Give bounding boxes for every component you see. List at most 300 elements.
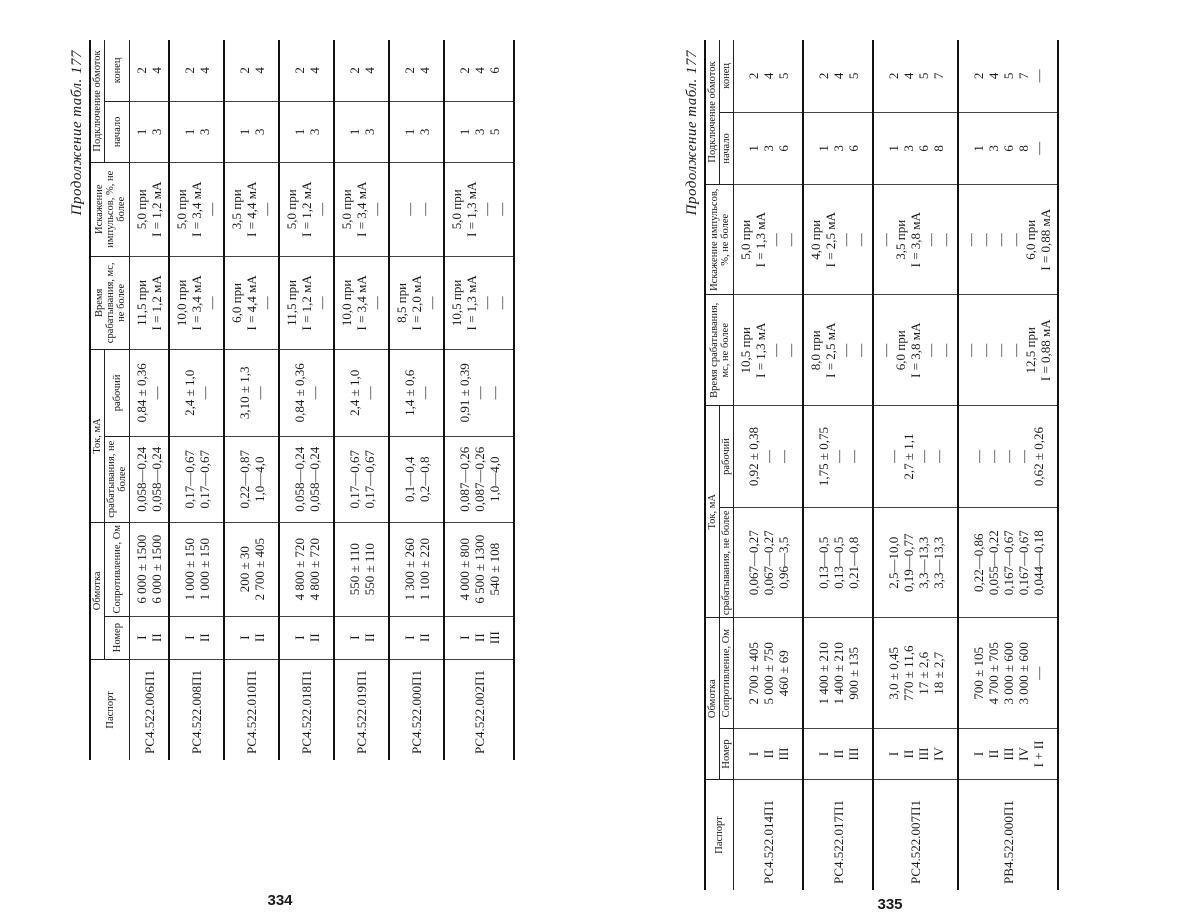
table-row xyxy=(958,40,1058,890)
table-row xyxy=(444,40,514,760)
time-value: — xyxy=(314,296,329,310)
distortion-value: — xyxy=(494,202,509,216)
time-value: 10,5 при xyxy=(738,327,753,374)
operate-value: 0,13—0,5 xyxy=(815,536,831,589)
distortion-value: 5,0 при xyxy=(284,189,299,230)
start-value: 1 xyxy=(815,145,831,152)
number-value: II xyxy=(306,633,322,642)
table-row xyxy=(169,40,224,760)
working-value: — xyxy=(306,386,322,400)
number-value: I xyxy=(236,635,252,640)
end-value: 4 xyxy=(149,67,164,74)
working-value: 3,10 ± 1,3 xyxy=(236,366,252,420)
time-value: 10,0 при xyxy=(339,279,354,327)
passport-cell: РС4.522.017П1 xyxy=(803,780,873,891)
distortion-value: — xyxy=(993,233,1008,247)
passport-cell: РС4.522.008П1 xyxy=(169,659,224,760)
header-resistance: Сопротивление, Ом xyxy=(720,618,734,729)
end-value: 4 xyxy=(196,67,212,74)
distortion-cell xyxy=(444,162,514,256)
start-cell xyxy=(169,101,224,162)
start-value: 8 xyxy=(1015,145,1031,152)
header-current: Ток, мА xyxy=(90,350,105,523)
distortion-value: — xyxy=(978,233,993,247)
time-value: — xyxy=(204,296,219,310)
end-value: 2 xyxy=(970,72,986,80)
resistance-cell xyxy=(958,618,1058,729)
header-passport: Паспорт xyxy=(90,659,130,760)
operate-cell xyxy=(803,508,873,619)
number-value: I xyxy=(346,635,362,640)
start-value: 1 xyxy=(236,128,252,136)
end-value: 5 xyxy=(775,72,791,80)
time-cell xyxy=(873,295,958,406)
resistance-value: 1 000 ± 150 xyxy=(181,538,197,601)
number-cell xyxy=(803,729,873,780)
number-cell xyxy=(130,616,170,659)
time-value: 11,5 при xyxy=(284,279,299,326)
resistance-value: 3 000 ± 600 xyxy=(1015,642,1031,705)
number-cell xyxy=(873,729,958,780)
end-value: 4 xyxy=(361,67,377,74)
end-value: 2 xyxy=(456,67,472,74)
header-start: начало xyxy=(105,101,130,162)
start-value: — xyxy=(1030,141,1046,155)
resistance-value: 3,0 ± 0,45 xyxy=(885,646,901,700)
data-table xyxy=(704,40,1059,890)
number-value: II xyxy=(251,633,267,642)
distortion-value: — xyxy=(938,233,953,247)
operate-value: 0,21—0,8 xyxy=(845,536,861,589)
distortion-value: — xyxy=(963,233,978,247)
operate-cell xyxy=(224,436,279,522)
end-value: 5 xyxy=(1000,72,1016,80)
number-value: II xyxy=(900,749,916,759)
start-cell xyxy=(224,101,279,162)
distortion-cell xyxy=(873,185,958,296)
number-value: IV xyxy=(930,747,946,761)
time-value: — xyxy=(838,343,853,357)
passport-cell: РС4.522.006П1 xyxy=(130,659,170,760)
distortion-value: I = 3,8 мА xyxy=(908,212,923,268)
time-cell xyxy=(958,295,1058,406)
start-cell xyxy=(130,101,170,162)
table-row xyxy=(130,40,170,760)
resistance-cell xyxy=(803,618,873,729)
working-value: 0,92 ± 0,38 xyxy=(745,426,761,487)
time-value: — xyxy=(923,343,938,357)
end-value: 2 xyxy=(815,72,831,80)
number-cell xyxy=(169,616,224,659)
operate-value: 0,1—0,4 xyxy=(401,456,417,502)
end-cell xyxy=(169,40,224,101)
table-row xyxy=(224,40,279,760)
time-value: I = 1,2 мА xyxy=(149,275,164,331)
end-cell xyxy=(389,40,444,101)
resistance-cell xyxy=(279,522,334,616)
start-value: 1 xyxy=(181,128,197,136)
operate-value: 0,17—0,67 xyxy=(196,449,212,509)
end-value: 7 xyxy=(930,72,946,80)
number-value: II xyxy=(760,749,776,759)
operate-value: 0,058—0,24 xyxy=(149,446,164,512)
number-cell xyxy=(224,616,279,659)
working-value: — xyxy=(1000,450,1016,463)
operate-cell xyxy=(130,436,170,522)
distortion-value: I = 3,4 мА xyxy=(354,181,369,237)
working-value: — xyxy=(486,386,502,400)
working-value: — xyxy=(760,450,776,463)
start-value: 1 xyxy=(346,128,362,136)
end-value: 2 xyxy=(134,67,149,74)
resistance-value: 550 ± 110 xyxy=(346,543,362,596)
passport-cell: РС4.522.014П1 xyxy=(734,780,804,891)
table-caption: Продолжение табл. 177 xyxy=(684,50,700,216)
rotated-table-left xyxy=(65,40,535,760)
time-value: 11,5 при xyxy=(134,279,149,326)
end-value: 2 xyxy=(291,67,307,74)
table-row xyxy=(734,40,804,890)
working-value: 0,84 ± 0,36 xyxy=(291,363,307,423)
header-time: Время срабатывания, мс, не более xyxy=(705,295,734,406)
number-value: I xyxy=(456,635,472,640)
number-value: III xyxy=(775,747,791,761)
page-number: 334 xyxy=(267,892,293,909)
number-value: II xyxy=(196,633,212,642)
distortion-value: — xyxy=(479,202,494,216)
number-value: I xyxy=(815,751,831,757)
resistance-cell xyxy=(389,522,444,616)
resistance-value: 3 000 ± 600 xyxy=(1000,642,1016,705)
number-value: I xyxy=(745,751,761,757)
time-cell xyxy=(803,295,873,406)
resistance-value: 550 ± 110 xyxy=(361,543,377,596)
operate-value: 0,058—0,24 xyxy=(134,446,149,512)
distortion-value: — xyxy=(878,233,893,247)
time-cell xyxy=(734,295,804,406)
resistance-value: 1 400 ± 210 xyxy=(830,642,846,705)
distortion-value: 5,0 при xyxy=(449,189,464,230)
operate-value: 0,087—0,26 xyxy=(456,446,472,512)
number-cell xyxy=(734,729,804,780)
operate-value: 0,17—0,67 xyxy=(361,449,377,509)
working-cell xyxy=(734,406,804,508)
start-cell xyxy=(958,112,1058,184)
resistance-value: 17 ± 2,6 xyxy=(915,651,931,695)
time-value: I = 2,5 мА xyxy=(823,322,838,378)
rotated-table-right xyxy=(680,40,1180,890)
distortion-cell xyxy=(279,162,334,256)
resistance-value: 4 000 ± 800 xyxy=(456,538,472,601)
page-number: 335 xyxy=(877,896,903,913)
distortion-value: 5,0 при xyxy=(738,219,753,260)
operate-value: 3,3—13,3 xyxy=(930,536,946,589)
distortion-cell xyxy=(224,162,279,256)
time-value: — xyxy=(369,296,384,310)
start-value: 3 xyxy=(306,128,322,136)
number-value: II xyxy=(149,633,164,642)
distortion-value: I = 4,4 мА xyxy=(244,181,259,237)
distortion-value: 3,5 при xyxy=(893,219,908,260)
header-distortion: Искажение импульсов, %, не более xyxy=(705,185,734,296)
passport-cell: РС4.522.000П1 xyxy=(389,659,444,760)
operate-value: 0,2—0,8 xyxy=(416,456,432,502)
number-value: I xyxy=(970,751,986,757)
operate-value: 0,22—0,87 xyxy=(236,449,252,509)
distortion-cell xyxy=(389,162,444,256)
time-cell xyxy=(169,256,224,350)
start-value: 3 xyxy=(196,128,212,136)
working-value: 1,75 ± 0,75 xyxy=(815,426,831,487)
end-value: 2 xyxy=(885,72,901,80)
number-value: I xyxy=(401,635,417,640)
distortion-value: — xyxy=(768,233,783,247)
start-value: 3 xyxy=(830,145,846,152)
time-value: I = 4,4 мА xyxy=(244,275,259,331)
distortion-value: I = 0,88 мА xyxy=(1038,208,1053,271)
operate-cell xyxy=(444,436,514,522)
distortion-value: I = 1,3 мА xyxy=(753,212,768,268)
number-value: III xyxy=(1000,747,1016,761)
distortion-value: 5,0 при xyxy=(174,189,189,230)
time-value: 12,5 при xyxy=(1023,327,1038,374)
start-value: 6 xyxy=(845,145,861,152)
header-connection: Подключение обмоток xyxy=(705,40,720,185)
working-cell xyxy=(803,406,873,508)
passport-cell: РС4.522.002П1 xyxy=(444,659,514,760)
operate-value: 0,067—0,27 xyxy=(745,530,761,596)
distortion-value: 6,0 при xyxy=(1023,219,1038,260)
end-value: 7 xyxy=(1015,72,1031,80)
operate-value: 0,087—0,26 xyxy=(471,446,487,512)
time-value: — xyxy=(479,296,494,310)
end-value: 4 xyxy=(471,67,487,74)
header-number: Номер xyxy=(105,616,130,659)
resistance-value: 900 ± 135 xyxy=(845,646,861,700)
resistance-value: 1 400 ± 210 xyxy=(815,642,831,705)
working-value: — xyxy=(471,386,487,400)
operate-value: 0,96—3,5 xyxy=(775,536,791,589)
start-value: 3 xyxy=(149,128,164,136)
working-value: 2,4 ± 1,0 xyxy=(346,369,362,416)
distortion-value: 5,0 при xyxy=(339,189,354,230)
time-value: — xyxy=(993,343,1008,357)
table-body xyxy=(734,40,1059,890)
time-value: 8,0 при xyxy=(808,330,823,371)
time-value: — xyxy=(494,296,509,310)
operate-cell xyxy=(873,508,958,619)
distortion-value: — xyxy=(416,202,432,216)
start-value: 1 xyxy=(134,128,149,136)
start-value: 5 xyxy=(486,128,502,136)
number-cell xyxy=(958,729,1058,780)
number-value: I xyxy=(181,635,197,640)
resistance-value: 18 ± 2,7 xyxy=(930,651,946,695)
end-cell xyxy=(444,40,514,101)
table-row xyxy=(873,40,958,890)
time-cell xyxy=(444,256,514,350)
header-time: Время срабатывания, мс, не более xyxy=(90,256,130,350)
header-distortion: Искажение импульсов, %, не более xyxy=(90,162,130,256)
number-cell xyxy=(279,616,334,659)
table-body xyxy=(130,40,515,760)
working-value: — xyxy=(416,386,432,400)
number-value: III xyxy=(486,631,502,645)
time-value: — xyxy=(878,343,893,357)
number-cell xyxy=(389,616,444,659)
header-number: Номер xyxy=(720,729,734,780)
start-value: 1 xyxy=(970,145,986,152)
start-value: 6 xyxy=(1000,145,1016,152)
operate-value: 1,0—4,0 xyxy=(486,456,502,502)
end-value: 4 xyxy=(830,72,846,80)
resistance-value: 1 100 ± 220 xyxy=(416,538,432,601)
number-cell xyxy=(334,616,389,659)
working-value: 0,84 ± 0,36 xyxy=(134,363,149,423)
working-cell xyxy=(334,350,389,436)
number-value: I xyxy=(291,635,307,640)
number-value: I xyxy=(134,635,149,640)
header-winding: Обмотка xyxy=(90,522,105,659)
time-value: I = 1,3 мА xyxy=(464,275,479,331)
operate-cell xyxy=(334,436,389,522)
operate-value: 0,055—0,22 xyxy=(985,530,1001,596)
operate-value: 1,0—4,0 xyxy=(251,456,267,502)
distortion-value: — xyxy=(1008,233,1023,247)
end-cell xyxy=(334,40,389,101)
time-value: 6,0 при xyxy=(893,330,908,371)
number-value: II xyxy=(471,633,487,642)
working-value: — xyxy=(361,386,377,400)
resistance-value: — xyxy=(1030,666,1046,680)
header-connection: Подключение обмоток xyxy=(90,40,105,162)
time-cell xyxy=(130,256,170,350)
distortion-value: I = 1,2 мА xyxy=(149,181,164,237)
distortion-value: — xyxy=(204,202,219,216)
table-row xyxy=(389,40,444,760)
start-value: 1 xyxy=(456,128,472,136)
passport-cell: РС4.522.010П1 xyxy=(224,659,279,760)
operate-value: 0,17—0,67 xyxy=(181,449,197,509)
end-value: 6 xyxy=(486,67,502,74)
end-cell xyxy=(873,40,958,112)
data-table xyxy=(89,40,515,760)
resistance-value: 460 ± 69 xyxy=(775,650,791,697)
end-value: 2 xyxy=(401,67,417,74)
resistance-value: 4 700 ± 705 xyxy=(985,642,1001,705)
start-value: 3 xyxy=(900,145,916,152)
distortion-cell xyxy=(958,185,1058,296)
operate-value: 0,167—0,67 xyxy=(1015,530,1031,596)
time-value: — xyxy=(259,296,274,310)
resistance-cell xyxy=(873,618,958,729)
time-cell xyxy=(224,256,279,350)
start-value: 1 xyxy=(745,145,761,152)
distortion-value: 5,0 при xyxy=(134,189,149,230)
passport-cell: РС4.522.007П1 xyxy=(873,780,958,891)
distortion-value: — xyxy=(369,202,384,216)
time-value: — xyxy=(978,343,993,357)
resistance-value: 6 000 ± 1500 xyxy=(134,534,149,604)
resistance-value: 2 700 ± 405 xyxy=(745,642,761,705)
time-cell xyxy=(334,256,389,350)
passport-cell: РС4.522.018П1 xyxy=(279,659,334,760)
time-value: I = 1,2 мА xyxy=(299,275,314,331)
operate-value: 0,17—0,67 xyxy=(346,449,362,509)
time-value: — xyxy=(853,343,868,357)
working-value: — xyxy=(830,450,846,463)
start-value: 3 xyxy=(985,145,1001,152)
start-value: 1 xyxy=(885,145,901,152)
time-value: — xyxy=(938,343,953,357)
working-value: — xyxy=(775,450,791,463)
start-value: 3 xyxy=(416,128,432,136)
distortion-cell xyxy=(130,162,170,256)
operate-value: 0,044—0,18 xyxy=(1030,530,1046,596)
header-start: начало xyxy=(720,112,734,184)
start-value: 1 xyxy=(401,128,417,136)
operate-cell xyxy=(169,436,224,522)
start-cell xyxy=(734,112,804,184)
number-value: III xyxy=(845,747,861,761)
working-value: — xyxy=(845,450,861,463)
distortion-cell xyxy=(734,185,804,296)
number-cell xyxy=(444,616,514,659)
end-cell xyxy=(958,40,1058,112)
time-value: I = 3,8 мА xyxy=(908,322,923,378)
end-value: 2 xyxy=(181,67,197,74)
start-value: 3 xyxy=(251,128,267,136)
end-value: 4 xyxy=(251,67,267,74)
resistance-value: 2 700 ± 405 xyxy=(251,538,267,601)
start-value: 6 xyxy=(775,145,791,152)
resistance-value: 6 000 ± 1500 xyxy=(149,534,164,604)
resistance-value: 4 800 ± 720 xyxy=(306,538,322,601)
time-value: I = 3,4 мА xyxy=(354,275,369,331)
table-caption: Продолжение табл. 177 xyxy=(69,50,85,216)
distortion-value: — xyxy=(401,202,417,216)
header-passport: Паспорт xyxy=(705,780,734,891)
working-value: — xyxy=(196,386,212,400)
resistance-value: 700 ± 105 xyxy=(970,646,986,700)
operate-value: 0,067—0,27 xyxy=(760,530,776,596)
distortion-value: — xyxy=(314,202,329,216)
working-value: — xyxy=(970,450,986,463)
distortion-value: I = 2,5 мА xyxy=(823,212,838,268)
time-value: — xyxy=(783,343,798,357)
operate-cell xyxy=(389,436,444,522)
resistance-value: 1 000 ± 150 xyxy=(196,538,212,601)
operate-cell xyxy=(279,436,334,522)
operate-value: 0,058—0,24 xyxy=(306,446,322,512)
passport-cell: РВ4.522.000П1 xyxy=(958,780,1058,891)
resistance-value: 6 500 ± 1300 xyxy=(471,534,487,604)
working-value: — xyxy=(251,386,267,400)
distortion-value: — xyxy=(783,233,798,247)
start-cell xyxy=(803,112,873,184)
time-value: — xyxy=(424,296,439,310)
working-value: 2,4 ± 1,0 xyxy=(181,369,197,416)
header-winding: Обмотка xyxy=(705,618,720,780)
time-value: 8,5 при xyxy=(394,282,409,323)
resistance-cell xyxy=(130,522,170,616)
operate-value: 0,167—0,67 xyxy=(1000,530,1016,596)
resistance-value: 200 ± 30 xyxy=(236,546,252,593)
end-value: 4 xyxy=(900,72,916,80)
end-value: 4 xyxy=(760,72,776,80)
end-value: 4 xyxy=(306,67,322,74)
distortion-value: — xyxy=(923,233,938,247)
